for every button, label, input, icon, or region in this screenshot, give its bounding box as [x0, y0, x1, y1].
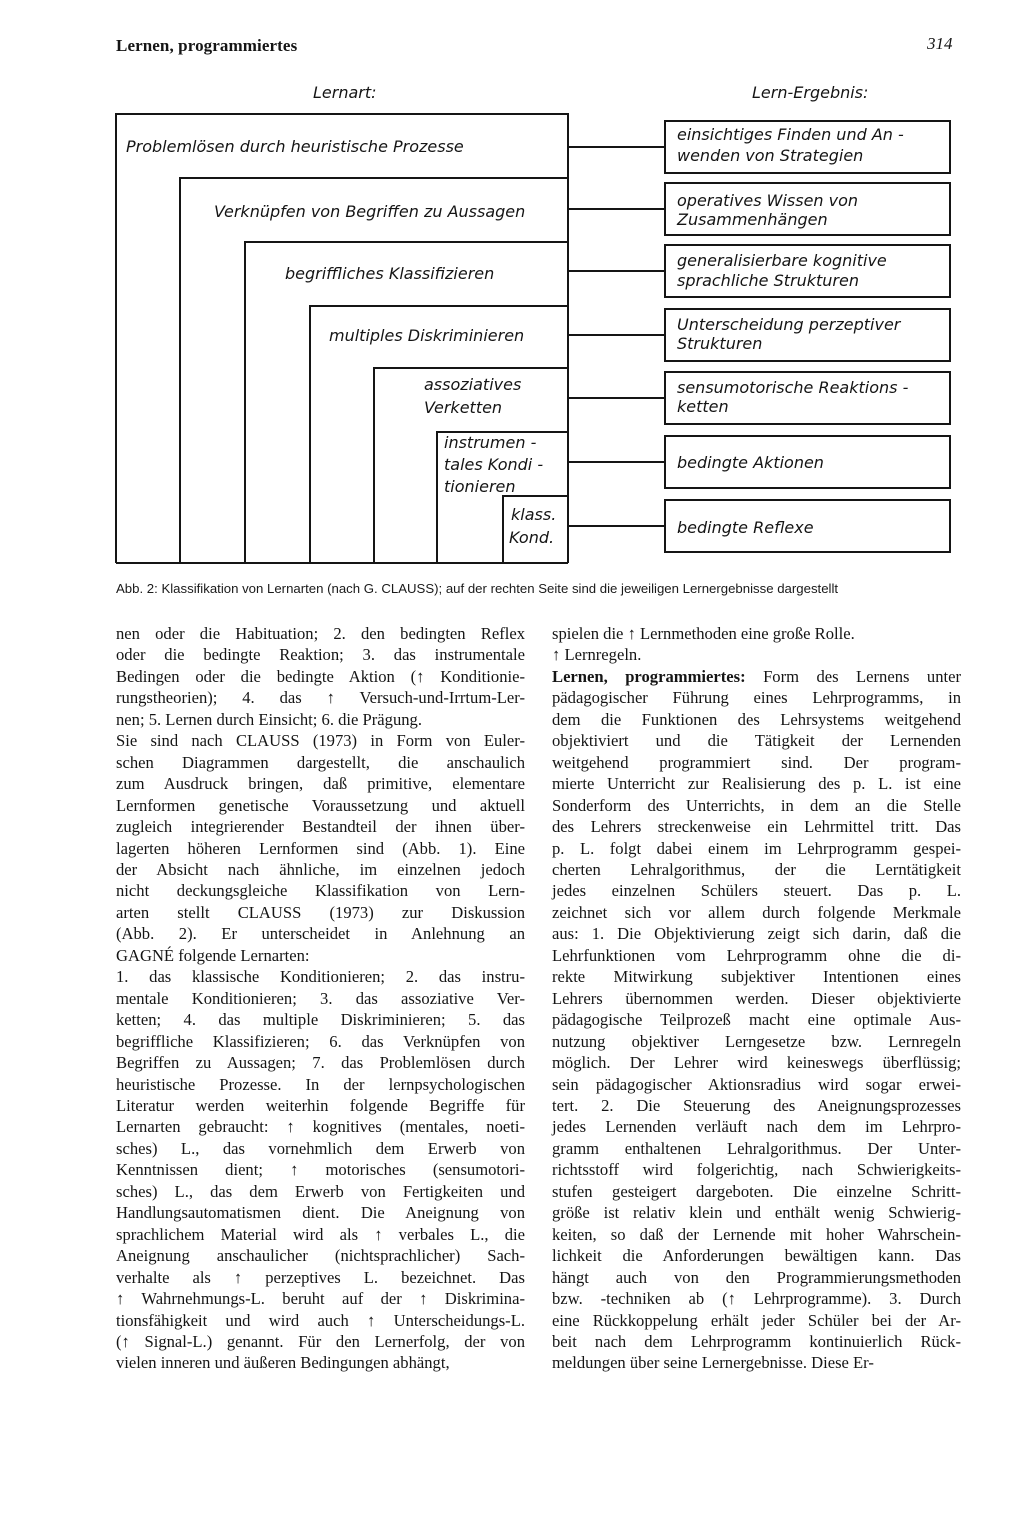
text-line: sches) L., das vornehmlich dem Erwerb von	[116, 1138, 525, 1158]
text-line: richtsstoff wird folgerichtig, nach Schwierigkeits-	[552, 1160, 961, 1180]
text-line: tionsfähigkeit und wird auch ↑ Unterscheidungs-L.	[116, 1310, 525, 1330]
text-line: bzw. -techniken ab (↑ Lehrprogramme). 3. Durch	[552, 1289, 961, 1309]
text-line: meldungen über seine Lernergebnisse. Diese Er-	[552, 1353, 874, 1373]
learning-type-label: klass.	[511, 505, 557, 524]
learning-type-label: begriffliches Klassifizieren	[285, 264, 495, 283]
text-line: Sonderform des Unterrichts, in dem an die Stelle	[552, 795, 961, 815]
text-line: mentale Konditionieren; 3. das assoziative Ver-	[116, 988, 525, 1008]
learning-type-label: assoziatives	[424, 375, 522, 394]
text-line: der Absicht nach ähnliche, im einzelnen jedoch	[116, 859, 525, 879]
text-line: nen; 5. Lernen durch Einsicht; 6. die Prägung.	[116, 709, 422, 729]
text-line: mierte Unterricht zur Realisierung des p. L. ist eine	[552, 774, 961, 794]
result-label: sensumotorische Reaktions -	[677, 378, 909, 397]
text-line: Aneignung anschaulicher (nichtsprachlicher) Sach-	[116, 1246, 525, 1266]
learning-type-label: tionieren	[444, 477, 516, 496]
text-line: möglich. Der Lehrer wird keineswegs überflüssig;	[552, 1053, 961, 1073]
text-line: des Lehrers streckenweise ein Lehrmittel tritt. Das	[552, 817, 961, 837]
text-line: jedes Lernenden verläuft nach dem im Lehrpro-	[552, 1117, 961, 1137]
result-label: ketten	[677, 397, 729, 416]
result-label: wenden von Strategien	[677, 146, 864, 165]
text-line: schen Diagrammen dargestellt, die anschaulich	[116, 752, 525, 772]
learning-type-label: tales Kondi -	[444, 455, 544, 474]
text-line: Lernarten gebraucht: ↑ kognitives (mentales, noeti-	[116, 1117, 525, 1137]
text-line: zeichnet sich vor allem durch folgende Merkmale	[552, 902, 961, 922]
learning-type-label: multiples Diskriminieren	[329, 326, 525, 345]
text-line: jedes einzelnen Schülers steuert. Das p. L.	[552, 881, 961, 901]
result-label: Unterscheidung perzeptiver	[677, 315, 901, 334]
learning-types-diagram	[0, 0, 1024, 575]
text-line: vielen inneren und äußeren Bedingungen abhängt,	[116, 1353, 450, 1373]
text-line: Lernen, programmiertes: Form des Lernens unter	[552, 666, 961, 686]
text-line: Handlungsautomatismen dient. Die Aneignung von	[116, 1203, 525, 1223]
learning-type-label: Verketten	[424, 398, 503, 417]
text-line: GAGNÉ folgende Lernarten:	[116, 945, 310, 965]
text-line: Lehrers übernommen werden. Dieser objektivierte	[552, 988, 961, 1008]
text-line: p. L. folgt dabei einem im Lehrprogramm gespei-	[552, 838, 961, 858]
text-line: cherten Lehralgorithmus, der die Lerntätigkeit	[552, 859, 961, 879]
text-line: weitgehend programmiert sind. Der program-	[552, 752, 961, 772]
text-line: keiten, so daß der Lernende mit hoher Wahrschein-	[552, 1224, 961, 1244]
text-line: aus: 1. Die Objektivierung zeigt sich darin, daß die	[552, 924, 961, 944]
page-number: 314	[927, 34, 953, 53]
running-header-title: Lernen, programmiertes	[116, 36, 298, 55]
text-line: Bedingen oder die bedingte Aktion (↑ Konditionie-	[116, 666, 525, 686]
text-line: nicht deckungsgleiche Klassifikation von Lern-	[116, 881, 525, 901]
text-line: pädagogische Teilprozeß macht eine optimale Aus-	[552, 1010, 961, 1030]
text-line: arten stellt CLAUSS (1973) zur Diskussion	[116, 902, 525, 922]
left-text-column	[116, 623, 525, 1374]
figure-caption: Abb. 2: Klassifikation von Lernarten (nach G. CLAUSS); auf der rechten Seite sind die jeweiligen Lernergebnisse dargestellt	[116, 581, 839, 596]
text-line: hängt auch von den Programmierungsmethoden	[552, 1267, 961, 1287]
result-label: bedingte Aktionen	[677, 453, 824, 472]
diagram-heading-left: Lernart:	[313, 83, 377, 102]
result-label: Strukturen	[677, 334, 763, 353]
text-line: sches) L., das dem Erwerb von Fertigkeiten und	[116, 1181, 525, 1201]
text-line: begriffliche Klassifizieren; 6. das Verknüpfen von	[116, 1031, 525, 1051]
text-line: heuristische Prozesse. In der lernpsychologischen	[116, 1074, 525, 1094]
learning-type-label: Problemlösen durch heuristische Prozesse	[126, 137, 464, 156]
result-label: einsichtiges Finden und An -	[677, 125, 904, 144]
right-text-column	[552, 623, 961, 1374]
result-label: operatives Wissen von	[677, 191, 859, 210]
text-line: gramm enthaltenen Lehralgorithmus. Der Unter-	[552, 1138, 961, 1158]
text-line: verhalte als ↑ perzeptives L. bezeichnet. Das	[116, 1267, 525, 1287]
text-line: dem die Funktionen des Lehrsystems weitgehend	[552, 709, 961, 729]
text-line: tert. 2. Die Steuerung des Aneignungsprozesses	[552, 1095, 961, 1115]
text-line: zugleich integrierender Bestandteil der ihnen über-	[116, 817, 525, 837]
learning-type-label: Kond.	[509, 528, 555, 547]
text-line: eine Rückkoppelung erhält jeder Schüler bei der Ar-	[552, 1310, 961, 1330]
text-line: Lehrfunktionen vom Lehrprogramm ohne die di-	[552, 945, 961, 965]
text-line: objektiviert und die Tätigkeit der Lernenden	[552, 731, 961, 751]
text-line: beit nach dem Lehrprogramm kontinuierlich Rück-	[552, 1331, 961, 1351]
text-line: ↑ Lernregeln.	[552, 645, 642, 665]
text-line: stufen gesteigert dargeboten. Die einzelne Schritt-	[552, 1181, 961, 1201]
entry-headword: Lernen, programmiertes:	[552, 666, 746, 686]
text-line: pädagogischer Führung eines Lehrprogramms, in	[552, 688, 961, 708]
text-line: Lernformen genetische Voraussetzung und aktuell	[116, 795, 525, 815]
diagram-heading-right: Lern-Ergebnis:	[752, 83, 869, 102]
text-line: Literatur werden weiterhin folgende Begriffe für	[116, 1095, 525, 1115]
text-line: sprachlichem Material wird als ↑ verbales L., die	[116, 1224, 525, 1244]
result-label: sprachliche Strukturen	[677, 271, 859, 290]
text-line: spielen die ↑ Lernmethoden eine große Rolle.	[552, 624, 855, 643]
nested-boxes	[116, 114, 950, 563]
text-line: ketten; 4. das multiple Diskriminieren; 5. das	[116, 1010, 525, 1030]
text-line: lichkeit die Anforderungen bewältigen kann. Das	[552, 1246, 961, 1266]
text-line: (↑ Signal-L.) genannt. Für den Lernerfolg, der von	[116, 1331, 525, 1351]
text-line: sein pädagogischer Aktionsradius wird sogar erwei-	[552, 1074, 961, 1094]
learning-type-label: Verknüpfen von Begriffen zu Aussagen	[214, 202, 526, 221]
text-line: ↑ Wahrnehmungs-L. beruht auf der ↑ Diskrimina-	[116, 1289, 525, 1309]
text-line: Kenntnissen dient; ↑ motorisches (sensumotori-	[116, 1160, 525, 1180]
text-line: größe ist relativ klein und enthält wenig Schwierig-	[552, 1203, 961, 1223]
text-line: lagerten höheren Lernformen sind (Abb. 1). Eine	[116, 838, 525, 858]
learning-type-label: instrumen -	[444, 433, 537, 452]
text-line: Begriffen zu Aussagen; 7. das Problemlösen durch	[116, 1053, 525, 1073]
text-line: zum Ausdruck bringen, daß primitive, elementare	[116, 774, 525, 794]
result-label: Zusammenhängen	[677, 210, 828, 229]
text-line: nutzung objektiver Lerngesetze bzw. Lernregeln	[552, 1031, 961, 1051]
text-line: rungstheorien); 4. das ↑ Versuch-und-Irrtum-Ler-	[116, 688, 525, 708]
result-label: generalisierbare kognitive	[677, 251, 887, 270]
text-line: nen oder die Habituation; 2. den bedingten Reflex	[116, 624, 525, 643]
text-line: rekte Mitwirkung subjektiver Intentionen eines	[552, 967, 961, 987]
text-line: 1. das klassische Konditionieren; 2. das instru-	[116, 967, 525, 987]
text-line: oder die bedingte Reaktion; 3. das instrumentale	[116, 645, 525, 665]
result-label: bedingte Reflexe	[677, 518, 814, 537]
text-line: Sie sind nach CLAUSS (1973) in Form von Euler-	[116, 731, 525, 751]
text-line: (Abb. 2). Er unterscheidet in Anlehnung an	[116, 924, 525, 944]
